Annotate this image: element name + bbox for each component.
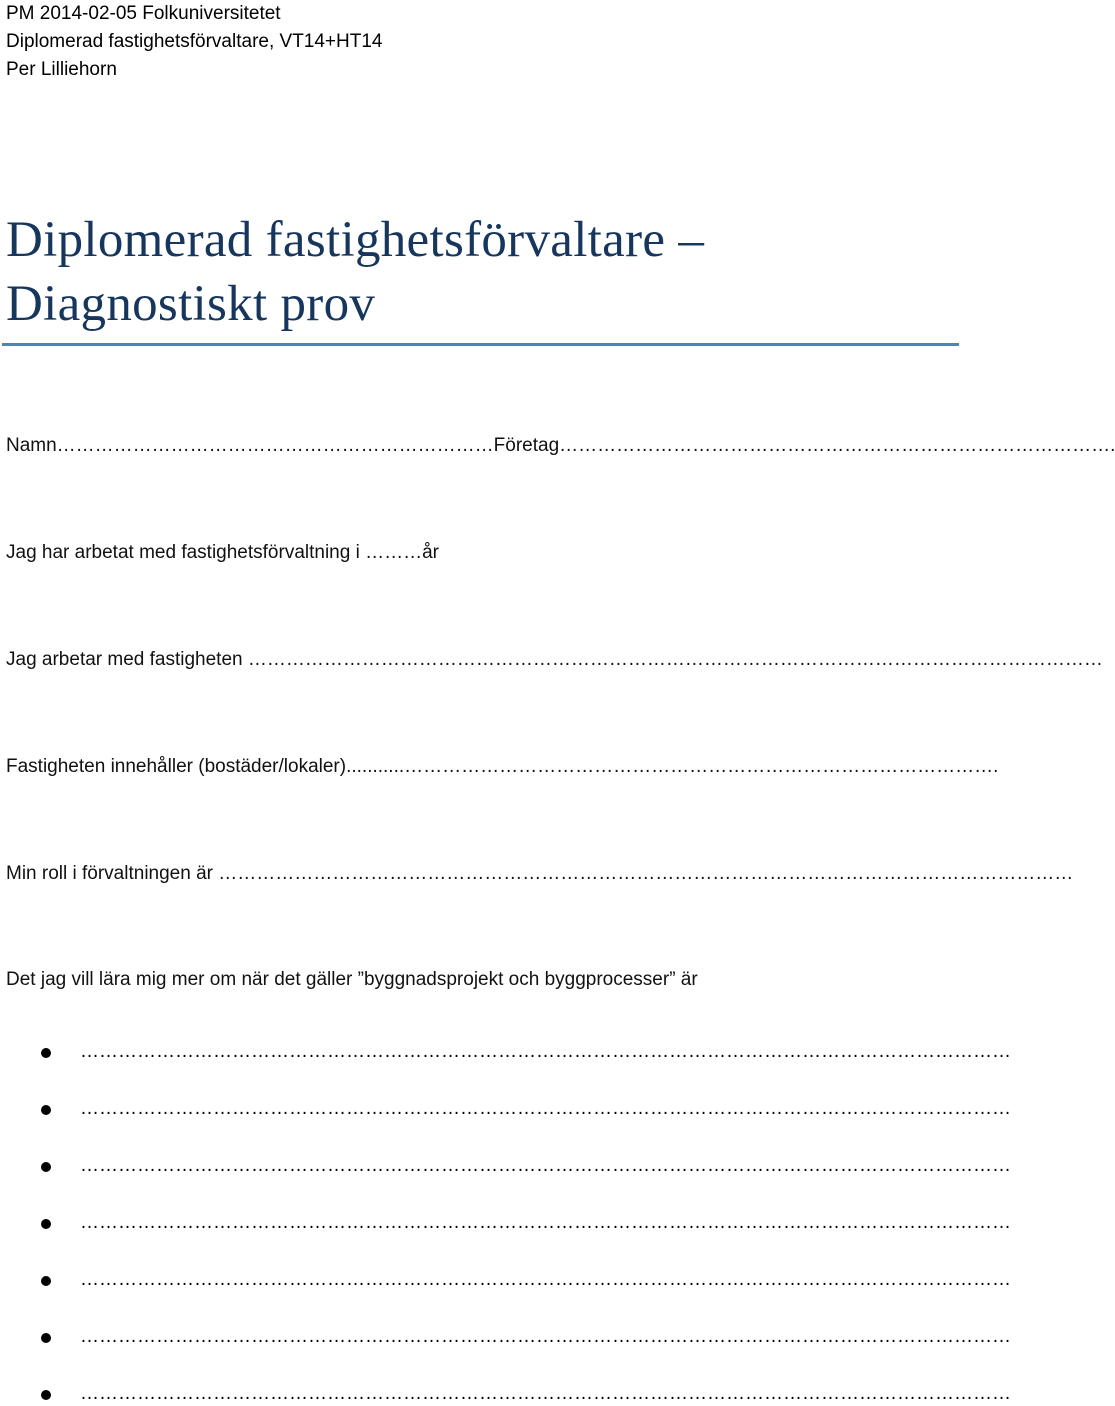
- header-course-line: Diplomerad fastighetsförvaltare, VT14+HT14: [6, 31, 383, 52]
- list-item[interactable]: [0, 1097, 1011, 1121]
- bullet-dot-icon: [41, 1048, 51, 1058]
- list-item[interactable]: [0, 1154, 1011, 1178]
- bullet-dot-icon: [41, 1390, 51, 1400]
- list-item[interactable]: [0, 1325, 1011, 1349]
- bullet-dot-icon: [41, 1333, 51, 1343]
- answer-line[interactable]: …………………………………………………………………………………………………………………………………: [80, 1098, 1011, 1119]
- bullet-dot-icon: [41, 1276, 51, 1286]
- header-author-line: Per Lilliehorn: [6, 59, 117, 80]
- answer-line[interactable]: …………………………………………………………………………………………………………………………………: [80, 1269, 1011, 1290]
- answer-line[interactable]: …………………………………………………………………………………………………………………………………: [80, 1326, 1011, 1347]
- header-date-line: PM 2014-02-05 Folkuniversitetet: [6, 3, 281, 24]
- contains-field[interactable]: Fastigheten innehåller (bostäder/lokaler)...........………………………………………………………………………………….: [6, 756, 999, 777]
- years-field[interactable]: Jag har arbetat med fastighetsförvaltning i ………år: [6, 542, 439, 563]
- list-item[interactable]: [0, 1211, 1011, 1235]
- title-underline-rule: [2, 343, 959, 346]
- list-item[interactable]: [0, 1382, 1011, 1406]
- list-item[interactable]: [0, 1040, 1011, 1064]
- property-field[interactable]: Jag arbetar med fastigheten ………………………………………………………………………………………………………………………: [6, 649, 1103, 670]
- answer-line[interactable]: …………………………………………………………………………………………………………………………………: [80, 1155, 1011, 1176]
- learn-prompt: Det jag vill lära mig mer om när det gäller ”byggnadsprojekt och byggprocesser” är: [6, 969, 698, 990]
- name-company-field[interactable]: Namn……………………………………………………………Företag…………………………………………………………………………….: [6, 435, 1115, 456]
- answer-line[interactable]: …………………………………………………………………………………………………………………………………: [80, 1383, 1011, 1404]
- list-item[interactable]: [0, 1268, 1011, 1292]
- title-line-2: Diagnostiskt prov: [6, 276, 376, 332]
- document-title: [6, 208, 960, 336]
- bullet-dot-icon: [41, 1219, 51, 1229]
- bullet-dot-icon: [41, 1162, 51, 1172]
- bullet-dot-icon: [41, 1105, 51, 1115]
- role-field[interactable]: Min roll i förvaltningen är ………………………………………………………………………………………………………………………: [6, 863, 1074, 884]
- answer-line[interactable]: …………………………………………………………………………………………………………………………………: [80, 1041, 1011, 1062]
- title-line-1: Diplomerad fastighetsförvaltare –: [6, 212, 705, 268]
- answer-line[interactable]: …………………………………………………………………………………………………………………………………: [80, 1212, 1011, 1233]
- document-header: [6, 0, 382, 84]
